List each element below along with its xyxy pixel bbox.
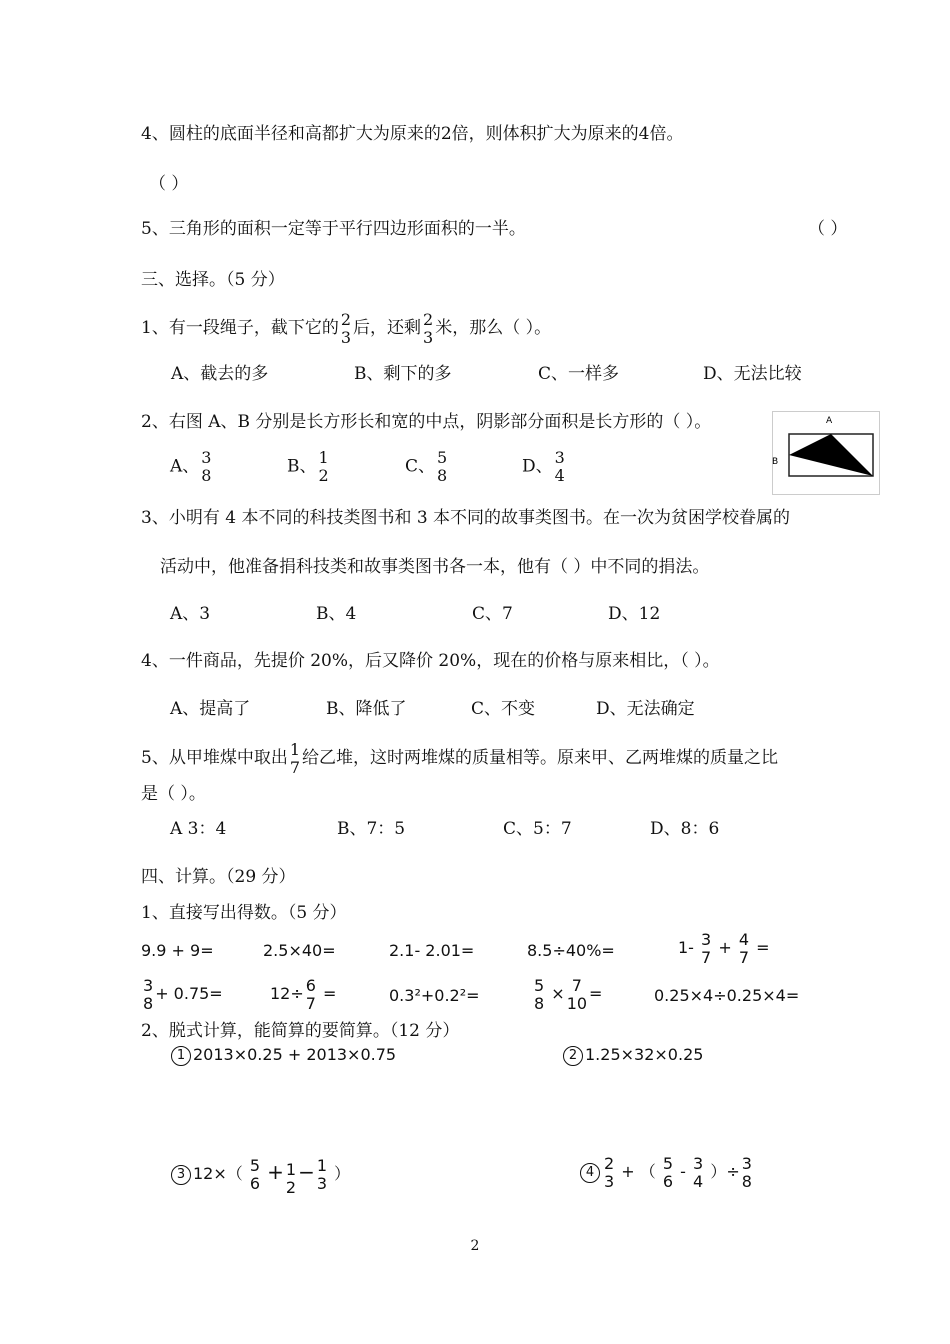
choice-q5-opt-c: C、5：7 <box>503 819 572 839</box>
fraction-den: 6 <box>249 1173 261 1193</box>
fraction-den: 2 <box>285 1177 297 1197</box>
calc-r1-e <box>678 928 770 968</box>
choice-q2-opt-b <box>287 449 331 485</box>
fraction-den: 8 <box>143 993 154 1013</box>
choice-q1-opt-a: A、截去的多 <box>171 364 269 384</box>
choice-q1-mid: 后，还剩 <box>353 318 422 338</box>
option-label: D、 <box>522 456 553 477</box>
choice-q4-opt-b: B、降低了 <box>326 699 407 719</box>
choice-q1 <box>141 310 551 347</box>
fraction-num: 3 <box>741 1153 752 1173</box>
fraction-num: 3 <box>701 929 712 949</box>
choice-q5-line2: 是（ ）。 <box>141 784 206 804</box>
calc-r1-e-pre: 1- <box>678 938 694 957</box>
fraction <box>692 1155 704 1191</box>
choice-q4-opt-d: D、无法确定 <box>596 699 695 719</box>
fraction-num: 3 <box>693 1153 704 1173</box>
fraction-num: 1 <box>318 448 329 467</box>
minus-sign: - <box>680 1162 686 1181</box>
fraction-den: 3 <box>340 327 352 347</box>
calc-e2-expr: 1.25×32×0.25 <box>585 1045 704 1064</box>
choice-q2: 2、右图 A、B 分别是长方形长和宽的中点，阴影部分面积是长方形的（ ）。 <box>141 412 712 432</box>
calc-heading: 四、计算。（29 分） <box>141 867 296 887</box>
option-label: B、 <box>287 456 317 477</box>
choice-heading: 三、选择。（5 分） <box>141 270 285 290</box>
choice-q5-opt-b: B、7：5 <box>337 819 406 839</box>
choice-q4-opt-a: A、提高了 <box>170 699 251 719</box>
calc-r2-b-pre: 12÷ <box>270 984 304 1003</box>
fraction-den: 8 <box>437 466 448 485</box>
fraction <box>318 449 330 485</box>
fraction <box>142 977 154 1013</box>
judge-q4-paren: （ ） <box>149 174 189 194</box>
fraction <box>566 977 588 1013</box>
calc-r2-a-text: + 0.75= <box>155 984 223 1003</box>
choice-q4: 4、一件商品，先提价 20%，后又降价 20%，现在的价格与原来相比，（ ）。 <box>141 651 720 671</box>
calc-r2-e: 0.25×4÷0.25×4= <box>654 986 800 1005</box>
calc-r1-c: 2.1- 2.01= <box>389 941 475 960</box>
choice-q1-post: 米，那么（ ）。 <box>435 318 552 338</box>
judge-q5: 5、三角形的面积一定等于平行四边形面积的一半。 <box>141 219 526 239</box>
fraction <box>285 1161 297 1197</box>
fraction <box>554 449 566 485</box>
choice-q5-opt-d: D、8：6 <box>650 819 720 839</box>
judge-q5-paren: （ ） <box>808 219 848 239</box>
fraction-num: 5 <box>249 1155 261 1175</box>
fraction-den: 4 <box>554 466 565 485</box>
choice-q3-line2: 活动中，他准备捐科技类和故事类图书各一本，他有（ ）中不同的捐法。 <box>160 557 710 577</box>
fraction-den: 7 <box>305 993 316 1013</box>
choice-q5 <box>141 740 778 777</box>
fraction-num: 1 <box>316 1155 328 1175</box>
page-number: 2 <box>470 1238 480 1254</box>
plus-sign: + <box>267 1160 284 1184</box>
fraction-den: 8 <box>741 1171 752 1191</box>
choice-q2-opt-a <box>170 449 213 485</box>
fig-label-b: B <box>772 457 779 467</box>
fraction <box>700 931 712 967</box>
judge-q4: 4、圆柱的底面半径和高都扩大为原来的2倍，则体积扩大为原来的4倍。 <box>141 124 684 144</box>
calc-e3-post: ） <box>334 1164 351 1183</box>
calc-e3 <box>171 1152 351 1197</box>
calc-e4-div: ）÷ <box>710 1162 740 1181</box>
circled-number: 2 <box>563 1046 583 1066</box>
fraction <box>422 311 434 347</box>
fraction <box>533 977 545 1013</box>
times-sign: × <box>551 984 565 1003</box>
equals-sign: = <box>323 984 337 1003</box>
fraction-num: 3 <box>201 448 212 467</box>
circled-number: 3 <box>171 1165 191 1185</box>
calc-sub1: 1、直接写出得数。（5 分） <box>141 903 347 923</box>
plus-sign: + <box>718 938 732 957</box>
calc-r2-a <box>141 974 223 1014</box>
fraction <box>200 449 212 485</box>
choice-q4-opt-c: C、不变 <box>471 699 536 719</box>
circled-number: 4 <box>580 1163 600 1183</box>
choice-q2-opt-c <box>405 449 449 485</box>
choice-q3-opt-a: A、3 <box>170 604 211 624</box>
fraction-num: 3 <box>143 975 154 995</box>
fraction-num: 2 <box>340 309 352 329</box>
fig-label-a: A <box>826 416 833 426</box>
equals-sign: = <box>589 984 603 1003</box>
choice-q2-opt-d <box>522 449 567 485</box>
fraction-den: 7 <box>289 757 301 777</box>
fraction <box>305 977 317 1013</box>
choice-q5-pre: 5、从甲堆煤中取出 <box>141 748 288 768</box>
fraction <box>662 1155 674 1191</box>
minus-sign: − <box>298 1160 315 1184</box>
fraction-num: 2 <box>423 309 434 329</box>
fraction <box>289 741 301 777</box>
choice-q1-opt-d: D、无法比较 <box>703 364 802 384</box>
choice-q1-pre: 1、有一段绳子，截下它的 <box>141 318 339 338</box>
equals-sign: = <box>756 938 770 957</box>
fraction-num: 6 <box>305 975 316 995</box>
fraction-den: 7 <box>701 947 712 967</box>
calc-r2-d <box>532 974 602 1014</box>
fraction-den: 10 <box>566 993 588 1013</box>
fraction <box>603 1155 615 1191</box>
fraction-num: 1 <box>289 739 301 759</box>
choice-q1-opt-c: C、一样多 <box>538 364 620 384</box>
fraction-den: 6 <box>662 1171 674 1191</box>
calc-e3-pre: 12×（ <box>193 1164 243 1183</box>
fraction <box>738 931 750 967</box>
fraction-den: 3 <box>604 1171 615 1191</box>
choice-q5-post: 给乙堆，这时两堆煤的质量相等。原来甲、乙两堆煤的质量之比 <box>302 748 779 768</box>
fraction-den: 8 <box>534 993 545 1013</box>
calc-r2-c: 0.3²+0.2²= <box>389 986 480 1005</box>
fraction-den: 4 <box>693 1171 704 1191</box>
calc-sub2: 2、脱式计算，能简算的要简算。（12 分） <box>141 1021 460 1041</box>
fraction <box>436 449 448 485</box>
fraction-den: 3 <box>423 327 434 347</box>
calc-e1-expr: 2013×0.25 + 2013×0.75 <box>193 1045 397 1064</box>
fraction-den: 7 <box>738 947 750 967</box>
fraction-den: 8 <box>201 466 212 485</box>
option-label: C、 <box>405 456 436 477</box>
choice-q5-opt-a: A 3：4 <box>170 819 227 839</box>
circled-number: 1 <box>171 1046 191 1066</box>
fraction <box>741 1155 753 1191</box>
fraction-num: 2 <box>604 1153 615 1173</box>
fraction-num: 1 <box>285 1159 297 1179</box>
fraction-num: 5 <box>534 975 545 995</box>
fraction <box>340 311 352 347</box>
fraction <box>316 1157 328 1193</box>
choice-q3-opt-b: B、4 <box>316 604 357 624</box>
calc-r1-d: 8.5÷40%= <box>527 941 615 960</box>
calc-r1-b: 2.5×40= <box>263 941 336 960</box>
option-label: A、 <box>170 456 200 477</box>
calc-r1-a: 9.9 + 9= <box>141 941 214 960</box>
choice-q3-opt-d: D、12 <box>608 604 661 624</box>
choice-q3-opt-c: C、7 <box>472 604 513 624</box>
fraction-num: 5 <box>437 448 448 467</box>
fraction-den: 3 <box>316 1173 328 1193</box>
fraction <box>249 1157 261 1193</box>
fraction-num: 7 <box>571 975 582 995</box>
fraction-num: 5 <box>662 1153 674 1173</box>
choice-q3-line1: 3、小明有 4 本不同的科技类图书和 3 本不同的故事类图书。在一次为贫困学校眷属的 <box>141 508 791 528</box>
calc-e1 <box>171 1045 396 1066</box>
fraction-num: 3 <box>554 448 565 467</box>
calc-r2-b <box>270 974 336 1014</box>
calc-e4 <box>580 1152 754 1192</box>
rectangle-figure <box>772 411 880 495</box>
calc-e2 <box>563 1045 703 1066</box>
choice-q1-opt-b: B、剩下的多 <box>354 364 452 384</box>
fraction-num: 4 <box>738 929 750 949</box>
fraction-den: 2 <box>318 466 329 485</box>
calc-e4-plus: + （ <box>621 1162 656 1181</box>
